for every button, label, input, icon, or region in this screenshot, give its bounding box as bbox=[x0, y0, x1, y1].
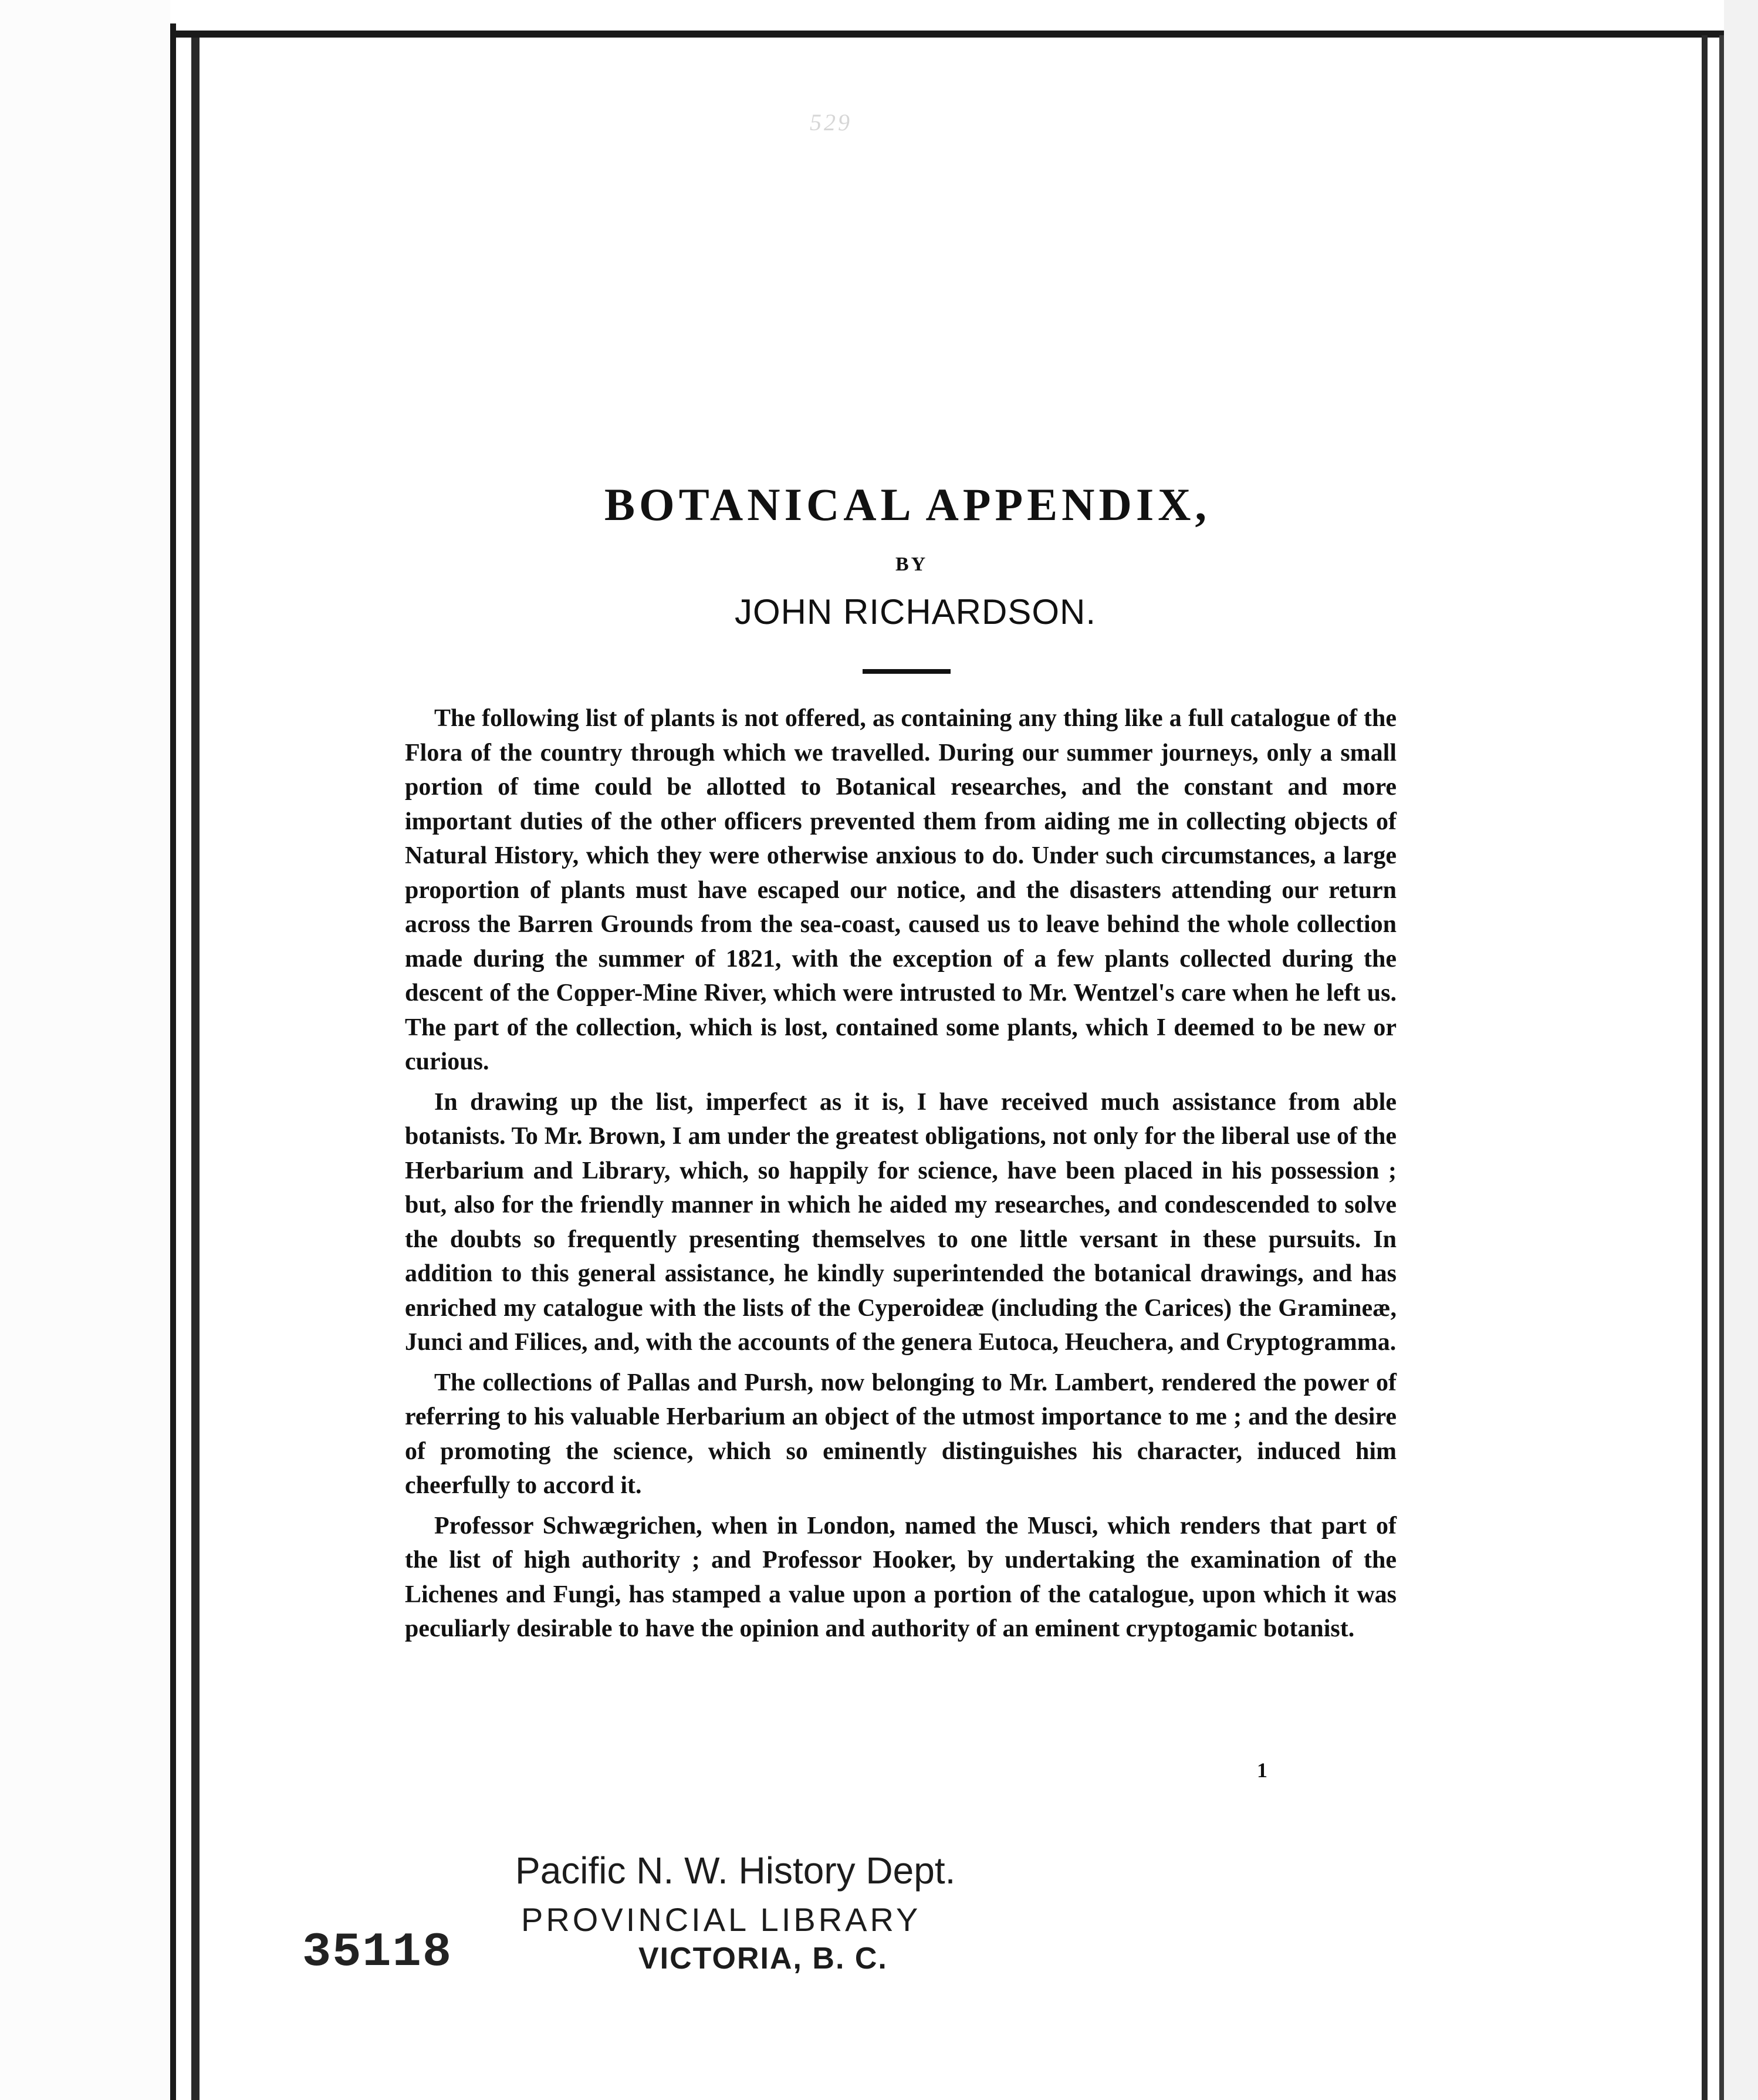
scan-border-top bbox=[176, 31, 1725, 38]
page-right-edge bbox=[1719, 35, 1724, 2100]
page-title: BOTANICAL APPENDIX, bbox=[604, 479, 1211, 530]
scan-border-right bbox=[1702, 35, 1708, 2100]
paragraph: In drawing up the list, imperfect as it is, I have received much assistance from able botanists. To Mr. Brown, I am under the greatest obligations, not only for the liberal use of the Herbarium and Library, which, so happily for science, have been placed in his possession ; but, also for the friendly manner in which he aided my researches, and condescended to solve the doubts so frequently presenting themselves to one little versant in these pursuits. In addition to this general assistance, he kindly superintended the botanical drawings, and has enriched my catalogue with the lists of the Cyperoideæ (including the Carices) the Gramineæ, Junci and Filices, and, with the accounts of the genera Eutoca, Heuchera, and Cryptogramma. bbox=[405, 1088, 1397, 1356]
title-rule bbox=[863, 669, 951, 674]
page-gutter-edge bbox=[191, 32, 200, 2100]
paragraph: The collections of Pallas and Pursh, now belonging to Mr. Lambert, rendered the power of referring to his valuable Herbarium an object of the utmost importance to me ; and the desire of promoting the science, which so eminently distinguishes his character, induced him cheerfully to accord it. bbox=[405, 1369, 1397, 1499]
scan-right-margin bbox=[1724, 0, 1758, 2100]
handwritten-page-mark: 529 bbox=[810, 109, 852, 136]
facing-page-margin bbox=[0, 0, 170, 2100]
accession-number: 35118 bbox=[302, 1925, 453, 1980]
paragraph: The following list of plants is not offered, as containing any thing like a full catalogue of the Flora of the country through which we travelled. During our summer journeys, only a small portion of time could be allotted to Botanical researches, and the constant and more important duties of the other officers prevented them from aiding me in collecting objects of Natural History, which they were otherwise anxious to do. Under such circumstances, a large proportion of plants must have escaped our notice, and the disasters attending our return across the Barren Grounds from the sea-coast, caused us to leave behind the whole collection made during the summer of 1821, with the exception of a few plants collected during the descent of the Copper-Mine River, which were intrusted to Mr. Wentzel's care when he left us. The part of the collection, which is lost, contained some plants, which I deemed to be new or curious. bbox=[405, 705, 1397, 1075]
library-stamp-department: Pacific N. W. History Dept. bbox=[515, 1849, 956, 1892]
byline-label: BY bbox=[895, 553, 928, 575]
scan-border-left bbox=[170, 23, 176, 2100]
author-name: JOHN RICHARDSON. bbox=[735, 592, 1097, 632]
paragraph: Professor Schwægrichen, when in London, named the Musci, which renders that part of the list of high authority ; and Professor Hooker, by undertaking the examination of the Lichenes and Fungi, has stamped a value upon a portion of the catalogue, upon which it was peculiarly desirable to have the opinion and authority of an eminent cryptogamic botanist. bbox=[405, 1512, 1397, 1642]
body-text bbox=[405, 701, 1397, 1652]
library-stamp-library: PROVINCIAL LIBRARY bbox=[521, 1901, 921, 1938]
page-number: 1 bbox=[1257, 1758, 1267, 1782]
library-stamp-location: VICTORIA, B. C. bbox=[638, 1942, 888, 1976]
